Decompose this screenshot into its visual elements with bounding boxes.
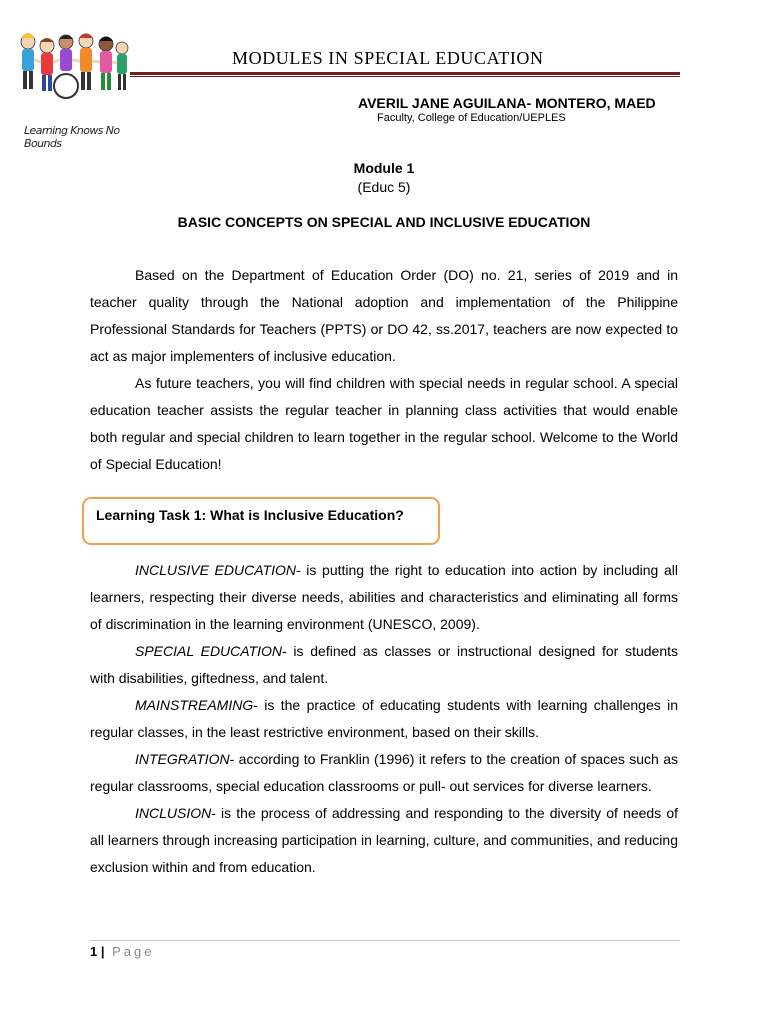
definitions-section xyxy=(90,557,678,881)
children-holding-hands-icon xyxy=(14,28,130,120)
page-number: 1 xyxy=(90,944,98,959)
definition-paragraph xyxy=(90,800,678,881)
author-name: AVERIL JANE AGUILANA- MONTERO, MAED xyxy=(358,95,656,111)
main-heading: BASIC CONCEPTS ON SPECIAL AND INCLUSIVE EDUCATION xyxy=(177,214,591,230)
definition-term: INCLUSIVE EDUCATION xyxy=(135,562,296,578)
author-affiliation: Faculty, College of Education/UEPLES xyxy=(377,112,566,124)
definition-text: - is putting the right to education into action by including all learners, respecting their diverse needs, abilities and characteristics and eliminating all forms of discrimination in the learning environment (UNESCO, 2009). xyxy=(90,562,678,632)
definition-text: - is the process of addressing and responding to the diversity of needs of all learners through increasing participation in learning, culture, and communities, and reducing exclusion within and from education. xyxy=(90,805,678,875)
module-title: Module 1 xyxy=(353,160,415,176)
definition-text: - is the practice of educating students with learning challenges in regular classes, in the least restrictive environment, based on their skills. xyxy=(90,697,678,740)
definition-paragraph xyxy=(90,638,678,692)
intro-section xyxy=(90,262,678,478)
header-rule xyxy=(130,72,680,75)
definition-term: MAINSTREAMING xyxy=(135,697,254,713)
definition-paragraph xyxy=(90,692,678,746)
header-rule-thin xyxy=(130,76,680,77)
learning-task-label: Learning Task 1: What is Inclusive Education? xyxy=(96,507,404,523)
learning-task-box xyxy=(82,497,440,545)
definition-term: INCLUSION xyxy=(135,805,212,821)
definition-paragraph xyxy=(90,746,678,800)
running-title: MODULES IN SPECIAL EDUCATION xyxy=(232,48,544,68)
footer-rule xyxy=(90,940,680,941)
definition-term: SPECIAL EDUCATION xyxy=(135,643,283,659)
definition-paragraph xyxy=(90,557,678,638)
intro-paragraph: Based on the Department of Education Order (DO) no. 21, series of 2019 and in teacher quality through the National adoption and implementation of the Philippine Professional Standards for Teachers (PPTS) or DO 42, ss.2017, teachers are now expected to act as major implementers of inclusive education. xyxy=(90,267,678,364)
definition-term: INTEGRATION xyxy=(135,751,230,767)
page-footer xyxy=(90,944,155,959)
page-separator: | xyxy=(100,944,105,959)
logo-tagline: Learning Knows No Bounds xyxy=(24,124,120,150)
definition-text: - according to Franklin (1996) it refers to the creation of spaces such as regular classrooms, special education classrooms or pull- out services for diverse learners. xyxy=(90,751,678,794)
definition-text: - is defined as classes or instructional designed for students with disabilities, giftedness, and talent. xyxy=(90,643,679,686)
module-course: (Educ 5) xyxy=(357,179,411,195)
intro-paragraph: As future teachers, you will find children with special needs in regular school. A special education teacher assists the regular teacher in planning class activities that would enable both regular and special children to learn together in the regular school. Welcome to the World of Special Education! xyxy=(90,375,678,472)
logo xyxy=(14,28,130,150)
page-label: Page xyxy=(112,944,155,959)
